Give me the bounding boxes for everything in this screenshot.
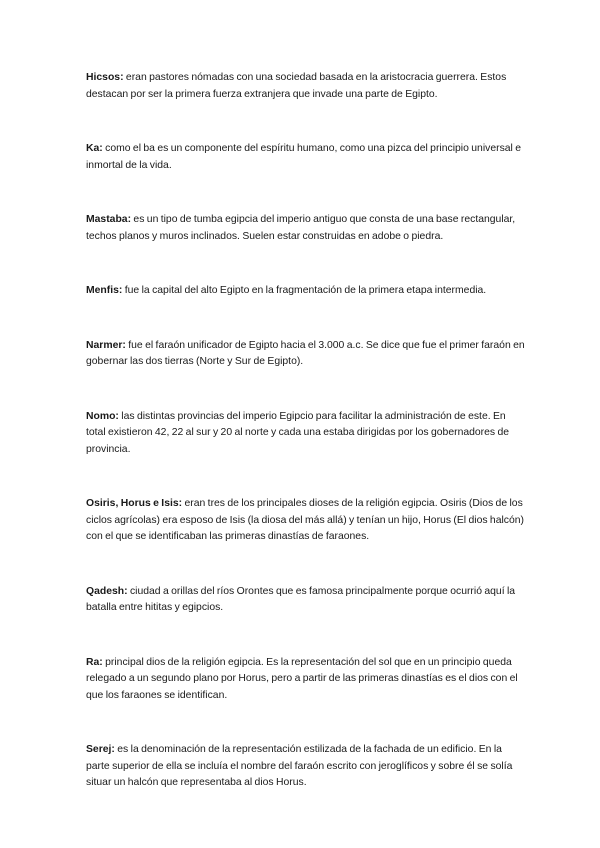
glossary-term: Osiris, Horus e Isis:	[86, 498, 183, 509]
glossary-definition: fue la capital del alto Egipto en la fragmentación de la primera etapa intermedia.	[122, 285, 487, 296]
glossary-entry-narmer	[86, 338, 526, 371]
glossary-term: Serej:	[86, 744, 115, 755]
glossary-definition: principal dios de la religión egipcia. Es la representación del sol que en un principio queda relegado a un segundo plano por Horus, pero a partir de las primeras dinastías es el dios con el que los faraones se identifican.	[86, 656, 518, 701]
glossary-entry-menfis	[86, 283, 526, 300]
glossary-entry-nomo	[86, 409, 526, 459]
glossary-term: Ka:	[86, 143, 103, 154]
glossary-term: Mastaba:	[86, 214, 132, 225]
glossary-definition: ciudad a orillas del ríos Orontes que es famosa principalmente porque ocurrió aquí la batalla entre hititas y egipcios.	[86, 585, 516, 613]
glossary-definition: las distintas provincias del imperio Egipcio para facilitar la administración de este. En total existieron 42, 22 al sur y 20 al norte y cada una estaba dirigidas por los gobernadores de provincia.	[86, 410, 510, 455]
glossary-list	[86, 70, 526, 830]
glossary-definition: eran pastores nómadas con una sociedad basada en la aristocracia guerrera. Estos destacan por ser la primera fuerza extranjera que invade una parte de Egipto.	[86, 72, 507, 100]
glossary-term: Qadesh:	[86, 585, 128, 597]
glossary-term: Hicsos:	[86, 72, 124, 83]
glossary-definition: eran tres de los principales dioses de la religión egipcia. Osiris (Dios de los ciclos agrícolas) era esposo de Isis (la diosa del más allá) y tenían un hijo, Horus (El dios halcón) con el que se identificaban las primeras dinastías de faraones.	[86, 498, 525, 542]
glossary-entry-hicsos	[86, 70, 526, 103]
glossary-term: Nomo:	[86, 410, 119, 422]
glossary-definition: como el ba es un componente del espíritu humano, como una pizca del principio universal e inmortal de la vida.	[86, 143, 522, 171]
glossary-entry-mastaba	[86, 212, 526, 245]
glossary-definition: es un tipo de tumba egipcia del imperio antiguo que consta de una base rectangular, techos planos y muros inclinados. Suelen estar construidas en adobe o piedra.	[86, 214, 516, 242]
glossary-term: Menfis:	[86, 285, 123, 296]
glossary-definition: es la denominación de la representación estilizada de la fachada de un edificio. En la parte superior de ella se incluía el nombre del faraón escrito con jeroglíficos y sobre él se solía situar un halcón que representaba al dios Horus.	[86, 744, 513, 788]
glossary-entry-serej	[86, 742, 526, 792]
glossary-entry-ra	[86, 655, 526, 705]
glossary-entry-osiris-horus-isis	[86, 496, 526, 546]
glossary-term: Narmer:	[86, 339, 126, 351]
glossary-term: Ra:	[86, 656, 103, 668]
glossary-entry-ka	[86, 141, 526, 174]
glossary-definition: fue el faraón unificador de Egipto hacia el 3.000 a.c. Se dice que fue el primer faraón en gobernar las dos tierras (Norte y Sur de Egipto).	[86, 339, 525, 367]
glossary-entry-qadesh	[86, 584, 526, 617]
